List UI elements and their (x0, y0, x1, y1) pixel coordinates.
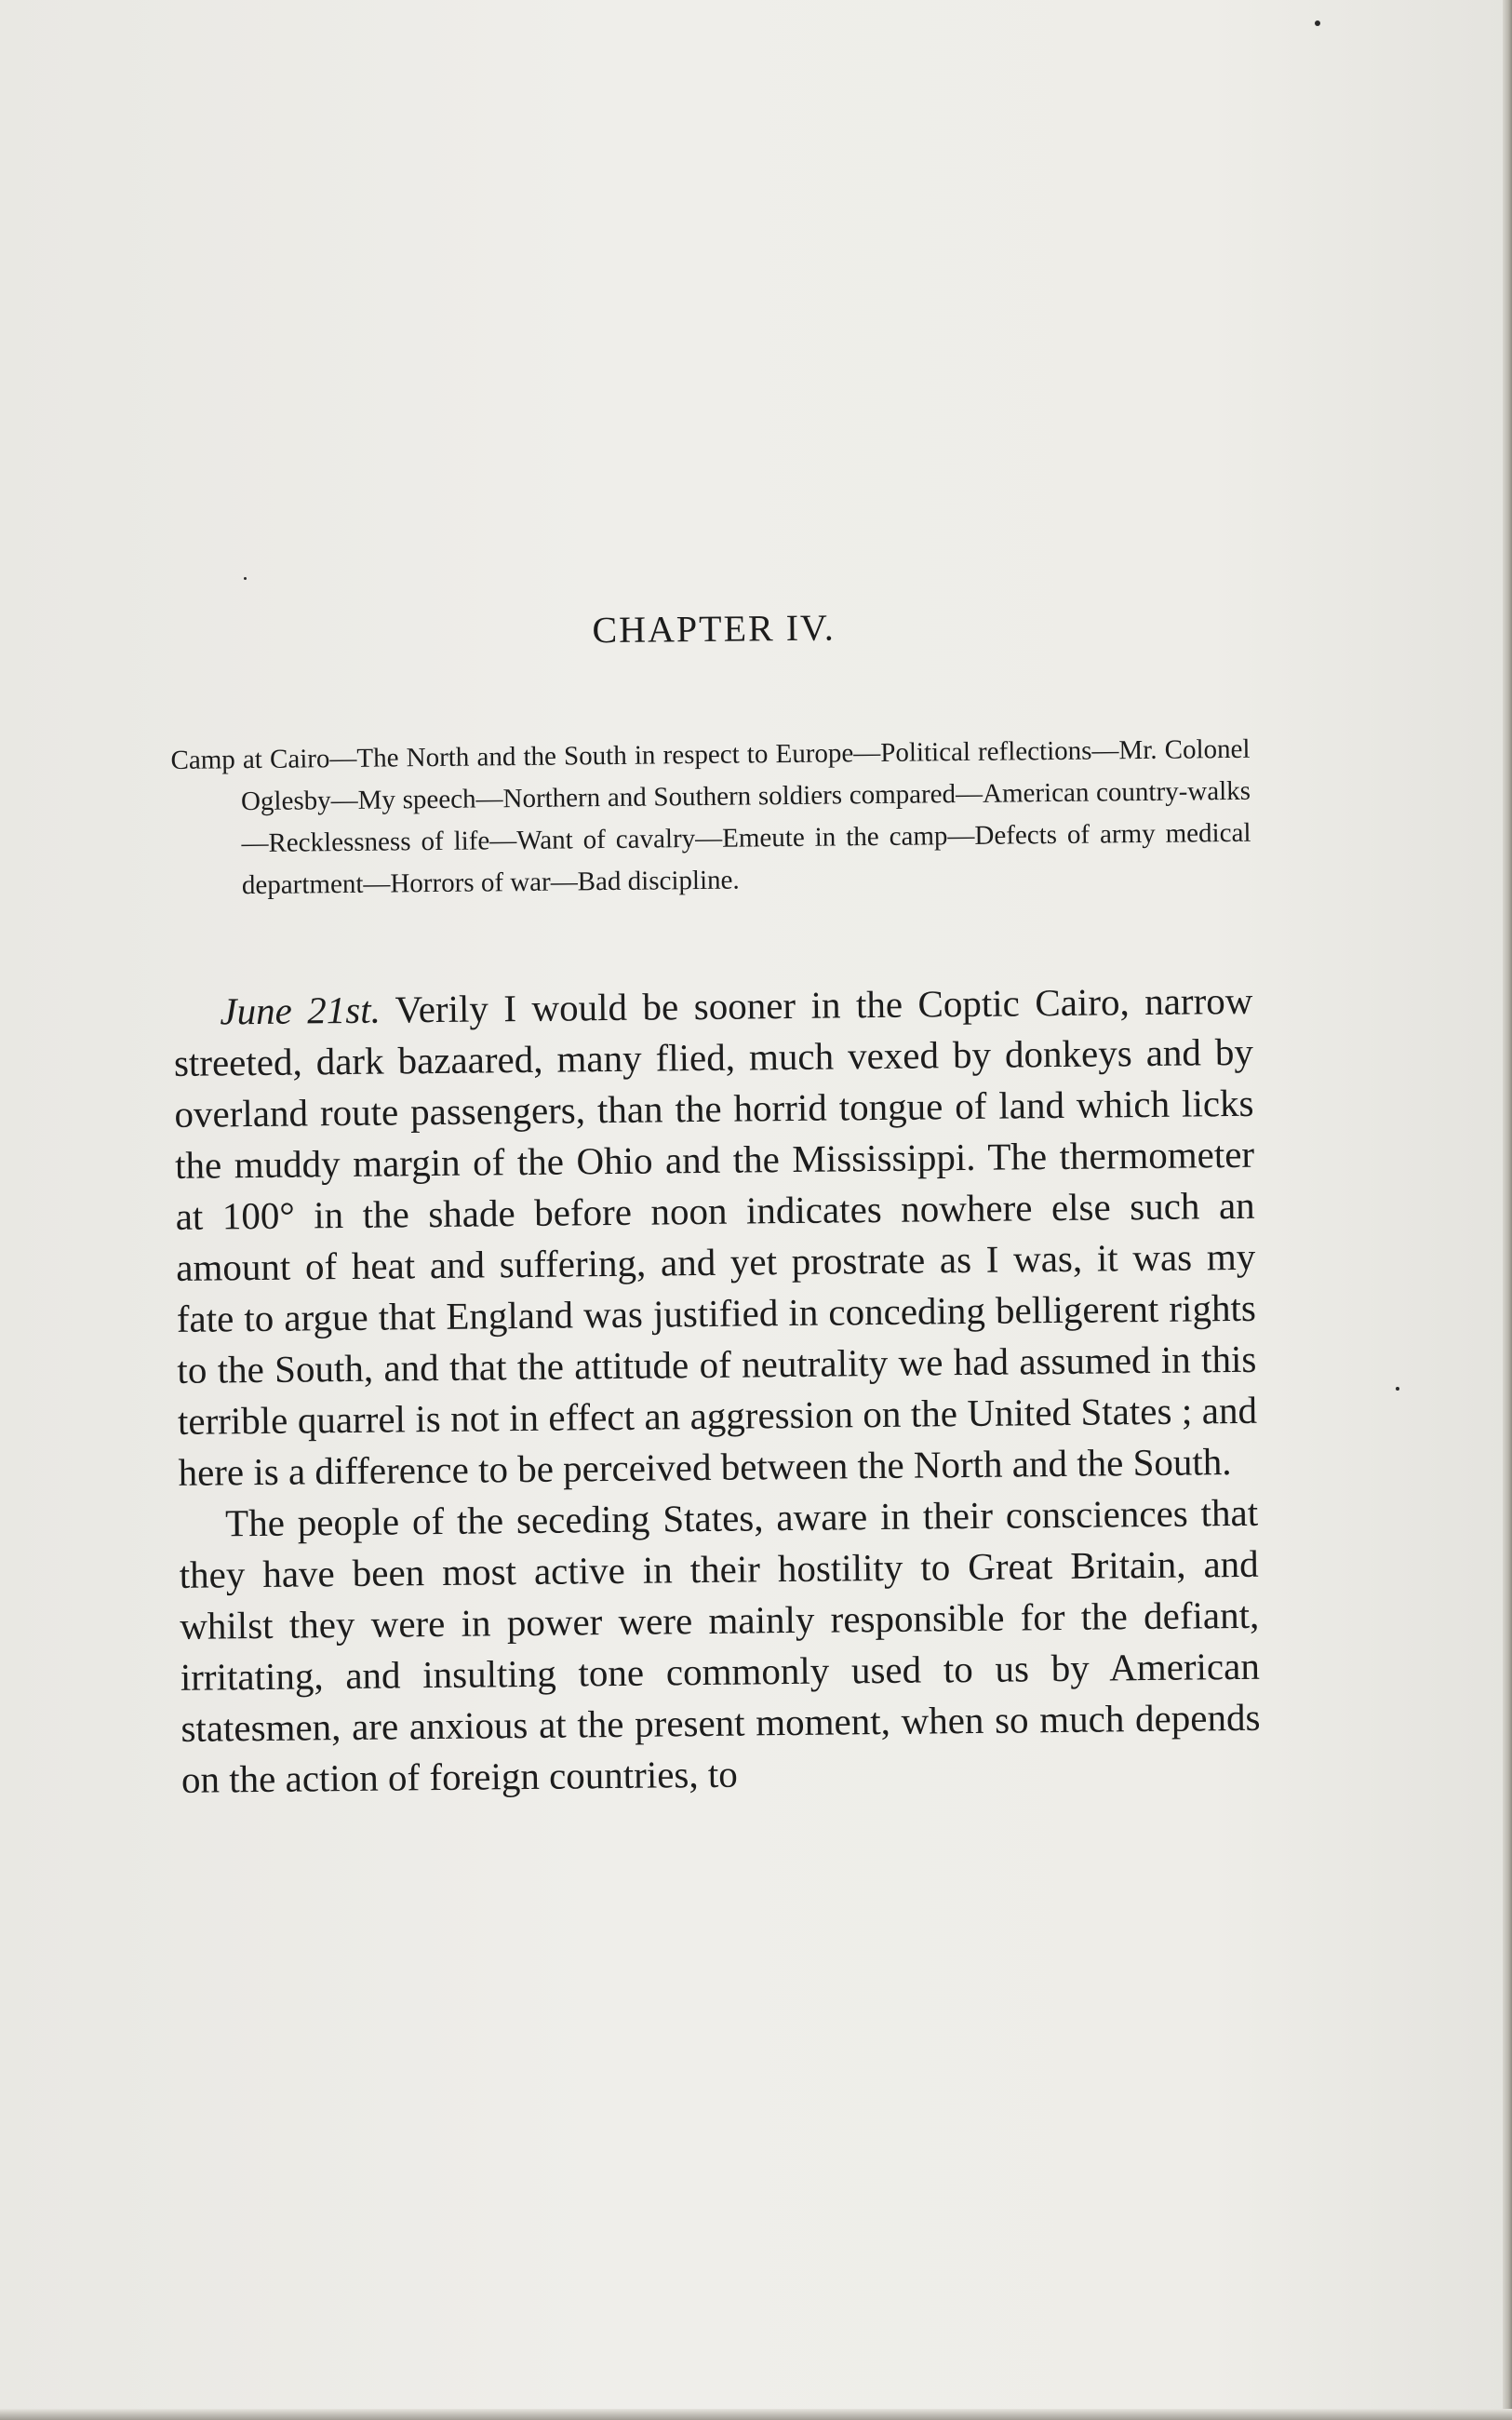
paragraph-1-text: Verily I would be sooner in the Coptic Cairo, narrow streeted, dark bazaared, many flied, much vexed by donkeys and by overland route passengers, than the horrid tongue of land which licks the muddy margin of the Ohio and the Mississippi. The thermometer at 100° in the shade before noon indicates nowhere else such an amount of heat and suffering, and yet prostrate as I was, it was my fate to argue that England was justified in conceding belligerent rights to the South, and that the attitude of neutrality we had assumed in this terrible quarrel is not in effect an aggression on the United States ; and here is a difference to be perceived between the North and the South. (173, 978, 1258, 1494)
chapter-title: CHAPTER IV. (592, 606, 836, 652)
page-bottom-edge (0, 2409, 1512, 2420)
body-text (173, 975, 1261, 1806)
ink-speck (1315, 20, 1320, 26)
page-edge (1503, 0, 1512, 2420)
ink-speck (1396, 1387, 1399, 1391)
paragraph-1 (173, 975, 1258, 1499)
chapter-synopsis: Camp at Cairo—The North and the South in respect to Europe—Political reflections—Mr. Colonel Oglesby—My speech—Northern and Southern soldiers compared—American country-walks—Recklessness of life—Want of cavalry—Emeute in the camp—Defects of army medical department—Horrors of war—Bad discipline. (170, 733, 1251, 901)
ink-speck (244, 577, 247, 580)
entry-date: June 21st. (220, 988, 381, 1033)
paragraph-2: The people of the seceding States, aware in their consciences that they have been most active in their hostility to Great Britain, and whilst they were in power were mainly responsible for the defiant, irritating, and insulting tone commonly used to us by American statesmen, are anxious at the present moment, when so much depends on the action of foreign countries, to (179, 1490, 1261, 1801)
